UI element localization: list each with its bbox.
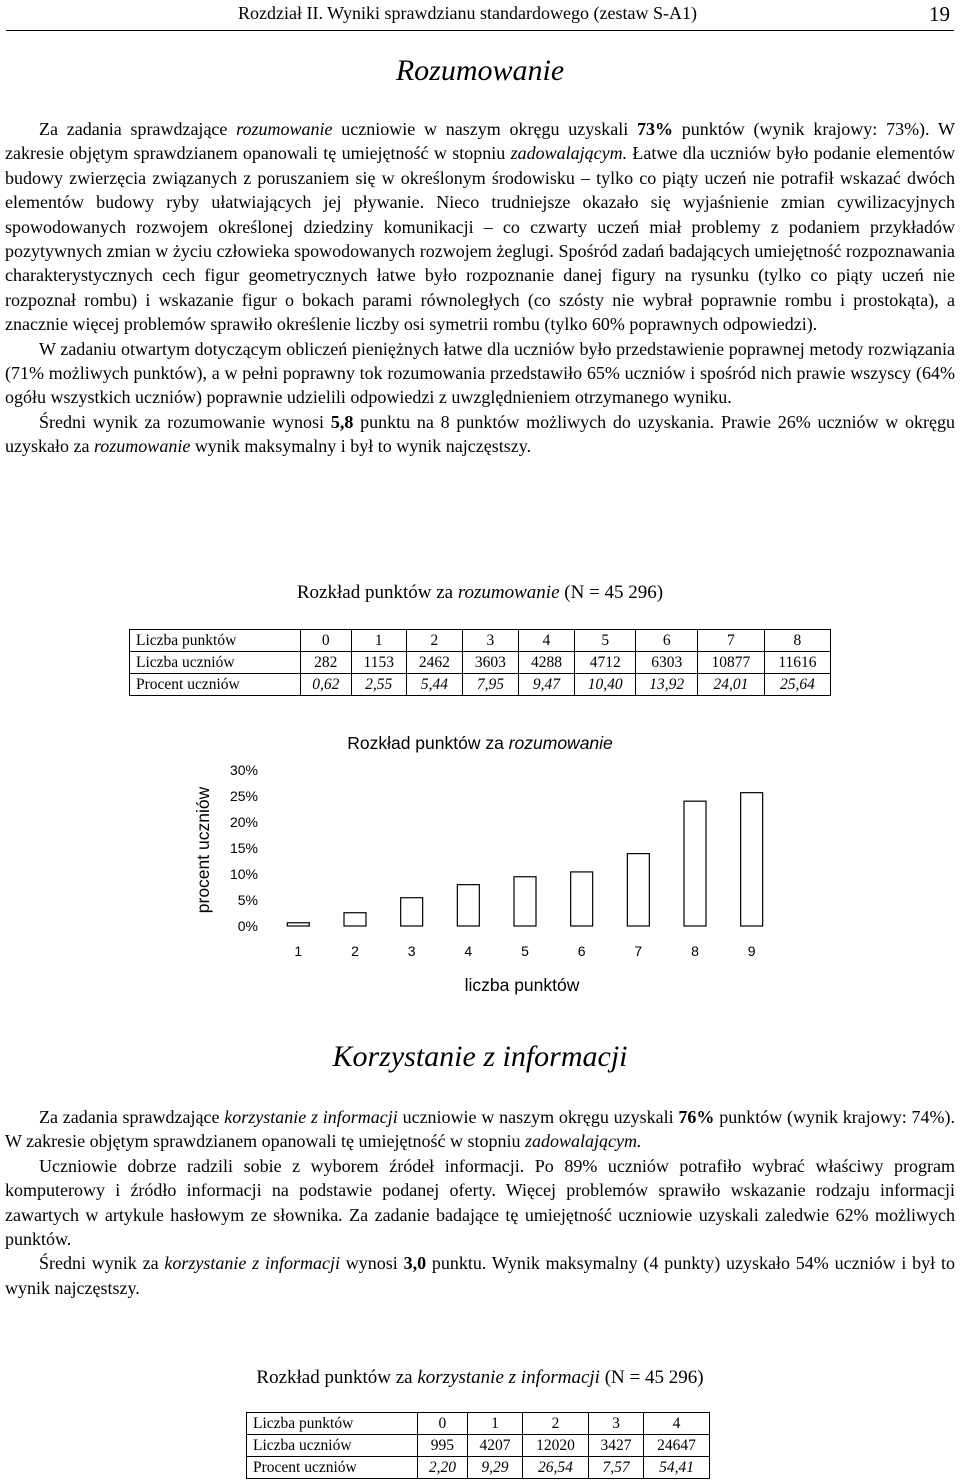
- y-tick-label: 5%: [237, 892, 258, 908]
- table-row: [130, 652, 831, 674]
- table-cell: 9,29: [467, 1457, 522, 1479]
- chart-bar: [401, 898, 423, 926]
- y-tick-label: 0%: [237, 918, 258, 934]
- x-tick-label: 5: [521, 943, 529, 959]
- paragraph: [5, 410, 955, 459]
- table-cell: 8: [764, 630, 830, 652]
- table-cell: 13,92: [636, 674, 697, 696]
- x-tick-label: 6: [577, 943, 586, 959]
- chart-bar: [627, 854, 649, 926]
- table-caption-korzystanie: [0, 1367, 960, 1389]
- table-cell: 25,64: [764, 674, 830, 696]
- row-label: Liczba uczniów: [247, 1435, 418, 1457]
- chart-bar: [514, 877, 536, 926]
- section-body-rozumowanie: [5, 117, 955, 459]
- table-cell: 1153: [351, 652, 406, 674]
- table-row: [130, 630, 831, 652]
- table-cell: 2,20: [418, 1457, 468, 1479]
- table-cell: 3: [588, 1413, 643, 1435]
- chart-bar: [344, 913, 366, 926]
- x-tick-label: 9: [747, 943, 756, 959]
- table-row: [130, 674, 831, 696]
- paragraph: [5, 1251, 955, 1300]
- section-title-rozumowanie: Rozumowanie: [395, 54, 565, 87]
- text-run-italic: zadowalającym.: [525, 1131, 642, 1152]
- chart-title-italic: rozumowanie: [508, 733, 613, 753]
- x-tick-label: 2: [351, 943, 359, 959]
- table-cell: 3427: [588, 1435, 643, 1457]
- table-cell: 5,44: [406, 674, 462, 696]
- table-cell: 1: [467, 1413, 522, 1435]
- table-cell: 11616: [764, 652, 830, 674]
- table-cell: 12020: [523, 1435, 589, 1457]
- table-row: [247, 1435, 710, 1457]
- text-run: punktu. Wynik maksymalny (4 punkty) uzyskało 54% uczniów i był to wynik najczęstszy.: [5, 1253, 955, 1298]
- table-cell: 7,57: [588, 1457, 643, 1479]
- x-tick-label: 1: [294, 943, 303, 959]
- table-cell: 3: [462, 630, 518, 652]
- row-label: Liczba uczniów: [130, 652, 301, 674]
- table-cell: 6: [636, 630, 697, 652]
- table-cell: 282: [301, 652, 352, 674]
- paragraph: [5, 1105, 955, 1154]
- paragraph: [5, 117, 955, 337]
- table-cell: 3603: [462, 652, 518, 674]
- chart-bar: [287, 923, 309, 926]
- x-tick-label: 7: [634, 943, 643, 959]
- x-tick-label: 8: [691, 943, 699, 959]
- chapter-title: Rozdział II. Wyniki sprawdzianu standardowego (zestaw S-A1): [238, 3, 697, 23]
- x-tick-label: 3: [407, 943, 416, 959]
- text-run: Rozkład punktów za: [256, 1367, 418, 1388]
- y-tick-label: 30%: [229, 762, 258, 778]
- table-cell: 0: [301, 630, 352, 652]
- y-tick-label: 15%: [229, 840, 258, 856]
- chart-bar: [457, 885, 479, 926]
- text-run: wynik maksymalny i był to wynik najczęstszy.: [190, 436, 532, 457]
- table-cell: 5: [575, 630, 636, 652]
- y-tick-label: 10%: [229, 866, 258, 882]
- text-run-bold: 5,8: [330, 411, 354, 432]
- y-axis-label: procent uczniów: [193, 786, 213, 914]
- table-cell: 995: [418, 1435, 468, 1457]
- table-cell: 4288: [518, 652, 574, 674]
- y-axis-ticks: [230, 762, 258, 934]
- chart-bar: [571, 872, 593, 926]
- text-run: punktów (wynik krajowy: 74%). W zakresie objętym sprawdzianem opanowali tę umiejętność w stopniu: [5, 1107, 955, 1152]
- table-cell: 9,47: [518, 674, 574, 696]
- section-body-korzystanie: [5, 1105, 955, 1300]
- table-cell: 10877: [697, 652, 764, 674]
- distribution-table-korzystanie: [246, 1412, 710, 1479]
- table-cell: 4712: [575, 652, 636, 674]
- text-run: wynosi: [340, 1253, 404, 1274]
- table-cell: 1: [351, 630, 406, 652]
- chart-bars: [287, 793, 762, 926]
- table-cell: 7: [697, 630, 764, 652]
- text-run-italic: zadowalającym.: [510, 143, 628, 164]
- text-run-italic: korzystanie z informacji: [224, 1107, 398, 1127]
- chart-bar: [741, 793, 763, 926]
- x-axis-label: liczba punktów: [464, 975, 580, 995]
- table-cell: 6303: [636, 652, 697, 674]
- bar-chart-rozumowanie: [180, 722, 800, 1012]
- x-tick-label: 4: [464, 943, 473, 959]
- table-cell: 24647: [644, 1435, 710, 1457]
- table-cell: 10,40: [575, 674, 636, 696]
- text-run: uczniowie w naszym okręgu uzyskali: [332, 119, 638, 139]
- chart-bar: [684, 801, 706, 926]
- text-run-italic: korzystanie z informacji: [164, 1253, 340, 1274]
- paragraph: Uczniowie dobrze radzili sobie z wyborem źródeł informacji. Po 89% uczniów potrafiło wybrać właściwy program komputerowy i źródło informacji na podstawie podanej oferty. Więcej problemów sprawiło wskazanie rodzaju informacji zawartych w artykule hasłowym ze słownika. Za zadanie badające tę umiejętność uczniowie uzyskali zaledwie 62% możliwych punktów.: [5, 1155, 955, 1250]
- table-row: [247, 1457, 710, 1479]
- table-cell: 7,95: [462, 674, 518, 696]
- text-run: (N = 45 296): [559, 582, 664, 603]
- x-axis-ticks: [294, 943, 755, 959]
- text-run: Średni wynik za: [39, 1253, 165, 1274]
- table-cell: 4: [644, 1413, 710, 1435]
- chart-title-text: Rozkład punktów za: [347, 733, 509, 753]
- section-title-korzystanie: Korzystanie z informacji: [332, 1040, 628, 1073]
- text-run: Za zadania sprawdzające: [39, 1107, 225, 1127]
- text-run: Średni wynik za rozumowanie wynosi: [39, 411, 331, 432]
- row-label: Liczba punktów: [130, 630, 301, 652]
- y-tick-label: 25%: [229, 788, 258, 804]
- table-cell: 26,54: [523, 1457, 589, 1479]
- text-run: punktów (wynik krajowy: 73%). W zakresie objętym sprawdzianem opanowali tę umiejętność w stopniu: [5, 119, 955, 164]
- running-header: [6, 0, 954, 31]
- table-cell: 2,55: [351, 674, 406, 696]
- text-run-italic: rozumowanie: [236, 119, 333, 139]
- table-cell: 4207: [467, 1435, 522, 1457]
- text-run-bold: 76%: [678, 1107, 715, 1127]
- table-cell: 54,41: [644, 1457, 710, 1479]
- y-tick-label: 20%: [229, 814, 258, 830]
- table-cell: 24,01: [697, 674, 764, 696]
- table-cell: 2462: [406, 652, 462, 674]
- row-label: Liczba punktów: [247, 1413, 418, 1435]
- text-run: Rozkład punktów za: [296, 582, 458, 603]
- table-cell: 2: [523, 1413, 589, 1435]
- table-cell: 0: [418, 1413, 468, 1435]
- row-label: Procent uczniów: [130, 674, 301, 696]
- chart-title: [347, 733, 613, 753]
- text-run-italic: rozumowanie: [457, 582, 560, 603]
- text-run: Łatwe dla uczniów było podanie elementów budowy zwierzęcia związanych z poruszaniem się w określonym środowisku – tylko co piąty uczeń nie potrafił wskazać dwóch elementów budowy ryby ułatwiających jej pływanie. Nieco trudniejsze okazało się wyjaśnienie zmian cywilizacyjnych spowodowanych rozwojem określonej dziedziny komunikacji – co czwarty uczeń miał problemy z podaniem przykładów pozytywnych zmian w życiu człowieka spowodowanych rozwojem żeglugi. Spośród zadań badających umiejętność rozpoznawania charakterystycznych cech figur geometrycznych łatwe było rozpoznanie danej figury na rysunku (tylko co piąty uczeń nie rozpoznał rombu) i wskazanie figur o bokach parami równoległych (co szósty nie wybrał poprawnie rombu i prostokąta), a znacznie więcej problemów sprawiło określenie liczby osi symetrii rombu (tylko 60% poprawnych odpowiedzi).: [5, 143, 955, 335]
- table-cell: 2: [406, 630, 462, 652]
- distribution-table-rozumowanie: [129, 629, 831, 696]
- text-run-italic: rozumowanie: [93, 436, 191, 457]
- text-run: uczniowie w naszym okręgu uzyskali: [397, 1107, 679, 1127]
- table-row: [247, 1413, 710, 1435]
- table-cell: 0,62: [301, 674, 352, 696]
- text-run-bold: 3,0: [403, 1253, 427, 1274]
- page-number: 19: [929, 2, 950, 26]
- table-cell: 4: [518, 630, 574, 652]
- row-label: Procent uczniów: [247, 1457, 418, 1479]
- text-run-bold: 73%: [637, 119, 674, 139]
- text-run: punktu na 8 punktów możliwych do uzyskania. Prawie 26% uczniów w okręgu uzyskało za: [5, 411, 955, 457]
- paragraph: W zadaniu otwartym dotyczącym obliczeń pieniężnych łatwe dla uczniów było przedstawienie poprawnej metody rozwiązania (71% możliwych punktów), a w pełni poprawny tok rozumowania przedstawiło 65% uczniów i spośród nich prawie wszyscy (64% ogółu wszystkich uczniów) poprawnie udzielili odpowiedzi z uwzględnieniem otrzymanego wyniku.: [5, 338, 955, 408]
- table-caption-rozumowanie: [0, 582, 960, 604]
- text-run: (N = 45 296): [599, 1367, 704, 1388]
- text-run-italic: korzystanie z informacji: [417, 1367, 600, 1388]
- text-run: Za zadania sprawdzające: [39, 119, 237, 139]
